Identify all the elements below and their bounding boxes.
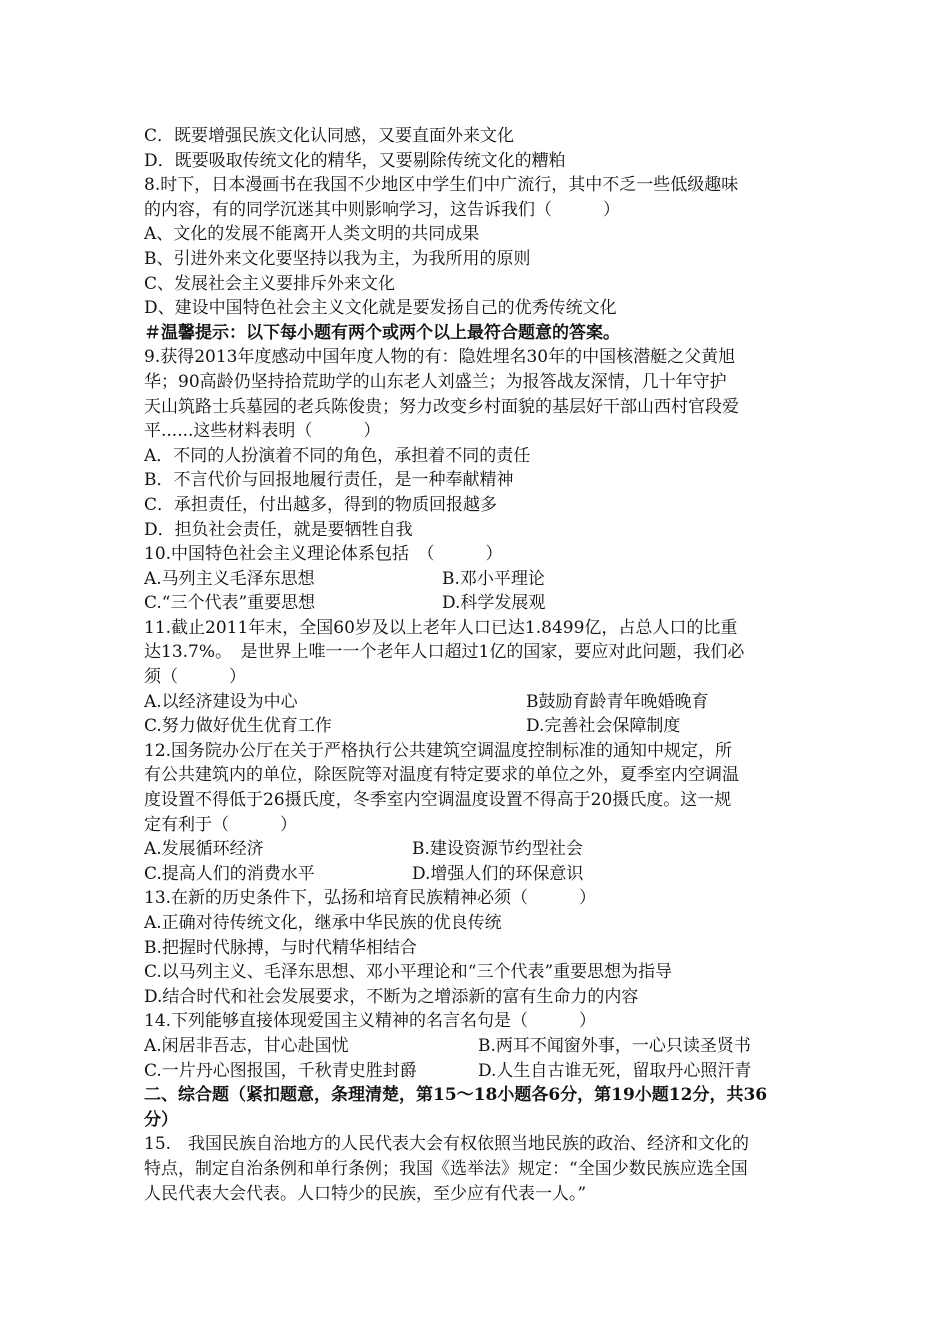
option-14d: D.人生自古谁无死，留取丹心照汗青 [478,1060,752,1081]
option-10b: B.邓小平理论 [442,568,545,589]
option-9a: A．不同的人扮演着不同的角色，承担着不同的责任 [144,445,531,466]
option-12c: C.提高人们的消费水平 [144,863,315,884]
option-8d: D、建设中国特色社会主义文化就是要发扬自己的优秀传统文化 [144,298,617,319]
section-2-heading-cont: 分） [144,1109,178,1130]
option-12a: A.发展循环经济 [144,839,264,860]
question-12-stem: 12.国务院办公厅在关于严格执行公共建筑空调温度控制标准的通知中规定，所 [144,740,733,761]
question-11-stem: 11.截止2011年末，全国60岁及以上老年人口已达1.8499亿，占总人口的比重 [144,617,738,638]
option-14b: B.两耳不闻窗外事，一心只读圣贤书 [478,1035,751,1056]
question-8-stem-cont: 的内容，有的同学沉迷其中则影响学习，这告诉我们（ ） [144,199,620,220]
question-15-stem-cont: 特点，制定自治条例和单行条例；我国《选举法》规定：“全国少数民族应选全国 [144,1158,748,1179]
option-8a: A、文化的发展不能离开人类文明的共同成果 [144,224,480,245]
question-12-stem-cont: 度设置不得低于26摄氏度，冬季室内空调温度设置不得高于20摄氏度。这一规 [144,790,732,811]
option-8b: B、引进外来文化要坚持以我为主，为我所用的原则 [144,248,531,269]
option-12b: B.建设资源节约型社会 [412,839,583,860]
question-11-options-row [144,714,824,739]
question-12-options-row [144,862,824,887]
question-15-stem: 15. 我国民族自治地方的人民代表大会有权依照当地民族的政治、经济和文化的 [144,1134,750,1155]
question-13-stem: 13.在新的历史条件下，弘扬和培育民族精神必须（ ） [144,888,597,909]
option-9b: B．不言代价与回报地履行责任，是一种奉献精神 [144,470,514,491]
option-14c: C.一片丹心图报国，千秋青史胜封爵 [144,1060,417,1081]
question-12-stem-cont: 有公共建筑内的单位，除医院等对温度有特定要求的单位之外，夏季室内空调温 [144,765,739,786]
option-8c: C、发展社会主义要排斥外来文化 [144,273,396,294]
option-14a: A.闲居非吾志，甘心赴国忧 [144,1035,349,1056]
tip-heading: ＃温馨提示：以下每小题有两个或两个以上最符合题意的答案。 [144,322,620,343]
section-2-heading: 二、综合题（紧扣题意，条理清楚，第15～18小题各6分，第19小题12分，共36 [144,1085,768,1106]
question-10-stem: 10.中国特色社会主义理论体系包括 （ ） [144,544,503,565]
option-9d: D．担负社会责任，就是要牺牲自我 [144,519,413,540]
option-13a: A.正确对待传统文化，继承中华民族的优良传统 [144,913,502,933]
question-9-stem-cont: 平......这些材料表明（ ） [144,421,381,442]
document-page [144,124,824,1206]
option-11b: B鼓励育龄青年晚婚晚育 [526,691,709,712]
question-9-stem: 9.获得2013年度感动中国年度人物的有：隐姓埋名30年的中国核潜艇之父黄旭 [144,347,736,368]
option-11a: A.以经济建设为中心 [144,691,298,712]
option-9c: C．承担责任，付出越多，得到的物质回报越多 [144,494,498,515]
question-14-options-row [144,1034,824,1059]
question-12-stem-cont: 定有利于（ ） [144,814,297,835]
option-13c: C.以马列主义、毛泽东思想、邓小平理论和“三个代表”重要思想为指导 [144,962,673,983]
option-7c: C．既要增强民族文化认同感，又要直面外来文化 [144,126,515,146]
question-14-stem: 14.下列能够直接体现爱国主义精神的名言名句是（ ） [144,1011,597,1032]
option-10a: A.马列主义毛泽东思想 [144,568,315,589]
option-11d: D.完善社会保障制度 [526,716,681,737]
option-13d: D.结合时代和社会发展要求，不断为之增添新的富有生命力的内容 [144,986,639,1007]
question-15-stem-cont: 人民代表大会代表。人口特少的民族，至少应有代表一人。” [144,1183,587,1204]
option-10c: C.“三个代表”重要思想 [144,593,316,614]
option-11c: C.努力做好优生优育工作 [144,716,332,737]
question-9-stem-cont: 天山筑路士兵墓园的老兵陈俊贵；努力改变乡村面貌的基层好干部山西村官段爱 [144,396,739,417]
option-13b: B.把握时代脉搏，与时代精华相结合 [144,937,417,958]
question-8-stem: 8.时下，日本漫画书在我国不少地区中学生们中广流行，其中不乏一些低级趣味 [144,175,739,196]
question-10-options-row [144,567,824,592]
option-12d: D.增强人们的环保意识 [412,863,584,884]
question-9-stem-cont: 华；90高龄仍坚持拾荒助学的山东老人刘盛兰；为报答战友深情，几十年守护 [144,371,727,392]
question-14-options-row [144,1059,824,1084]
question-11-options-row [144,690,824,715]
question-11-stem-cont: 达13.7%。 是世界上唯一一个老年人口超过1亿的国家，要应对此问题，我们必 [144,642,745,663]
question-12-options-row [144,837,824,862]
question-10-options-row [144,591,824,616]
option-7d: D．既要吸取传统文化的精华，又要剔除传统文化的糟粕 [144,150,566,171]
option-10d: D.科学发展观 [442,593,546,614]
question-11-stem-cont: 须（ ） [144,667,246,688]
